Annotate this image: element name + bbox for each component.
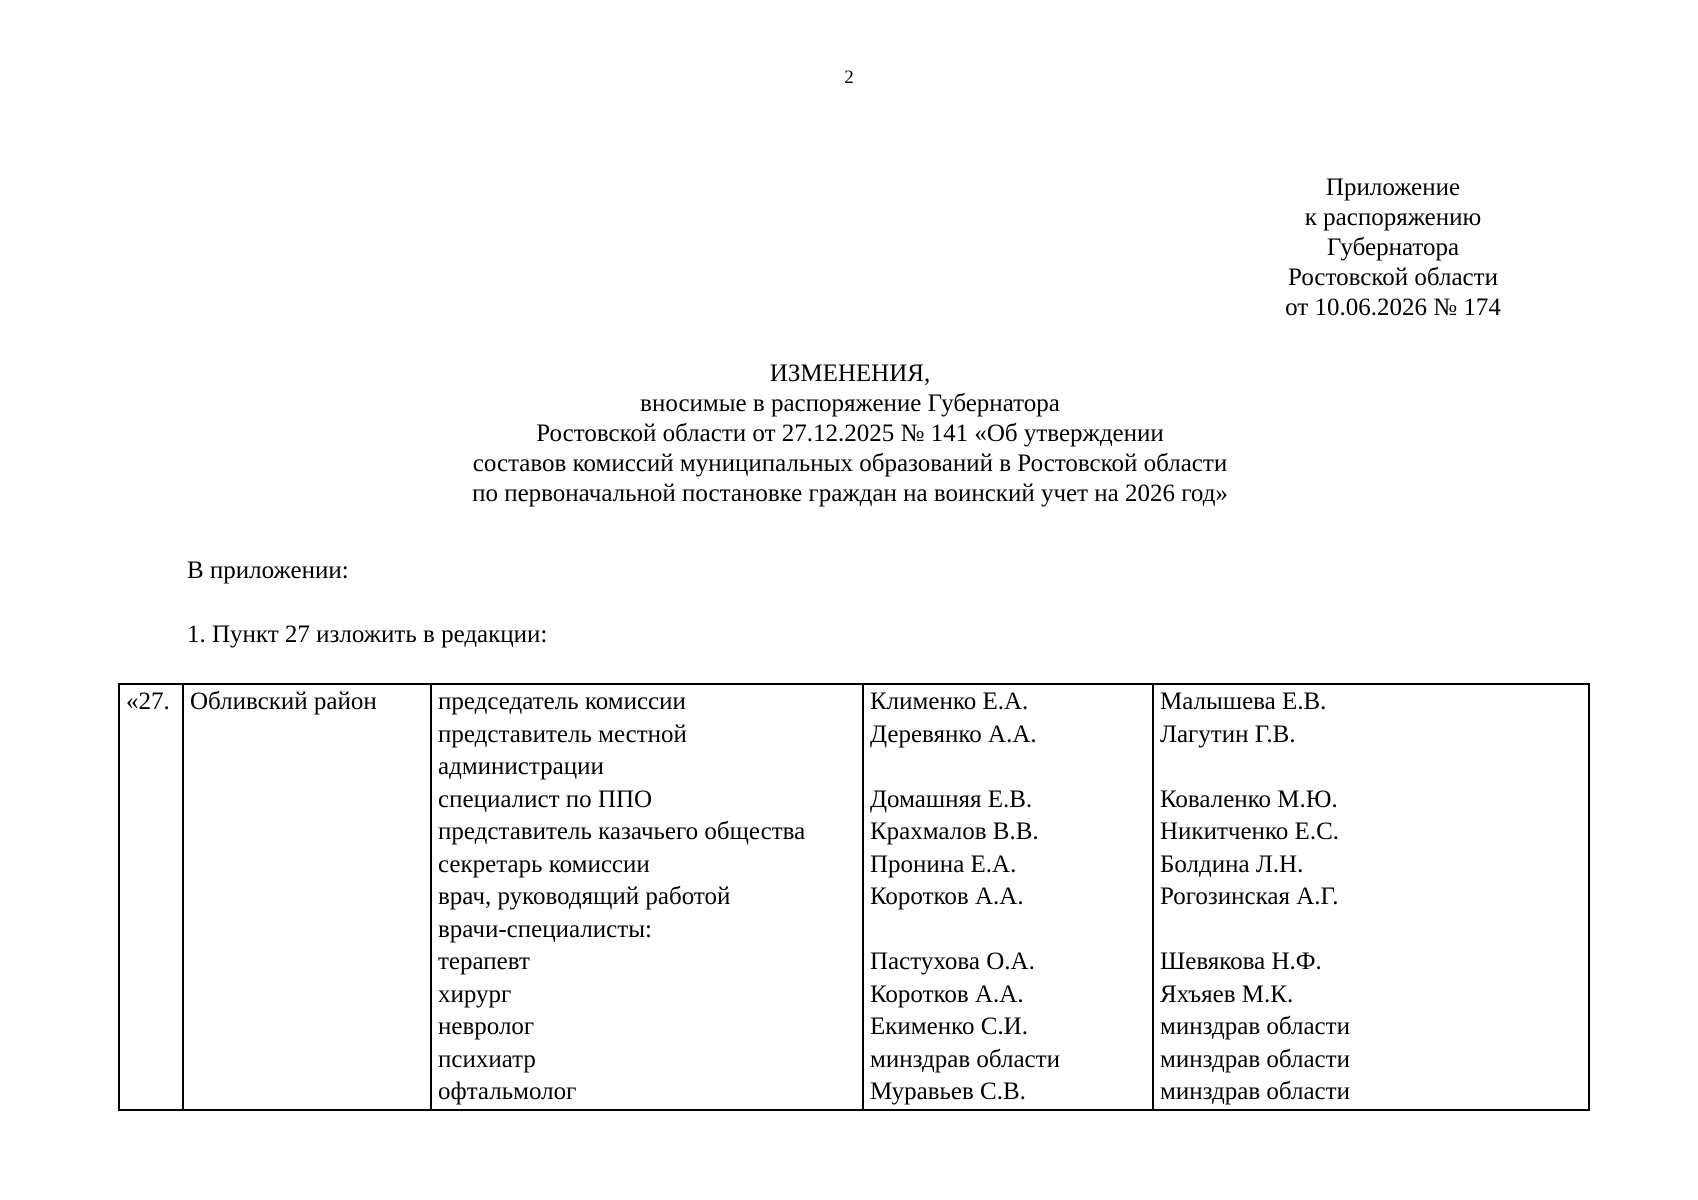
roles-cell — [431, 684, 863, 1110]
member-line: Домашняя Е.В. — [870, 785, 1033, 813]
district-name: Обливский район — [190, 688, 377, 715]
reserve-line: Яхъяев М.К. — [1160, 980, 1294, 1008]
reserve-line: Болдина Л.Н. — [1160, 850, 1304, 878]
reserve-line — [1160, 914, 1582, 947]
reserve-line: минздрав области — [1160, 1045, 1350, 1073]
appendix-line: Ростовской области — [1288, 264, 1498, 291]
document-title — [300, 359, 1400, 509]
title-line: Ростовской области от 27.12.2025 № 141 «Об утверждении — [536, 420, 1164, 447]
intro-paragraph: В приложении: — [187, 557, 349, 584]
member-line: Клименко Е.А. — [870, 688, 1029, 715]
item-number-cell — [119, 684, 183, 1110]
member-line: Пастухова О.А. — [870, 948, 1035, 975]
appendix-date-line: от 10.06.2026 № 174 — [1285, 294, 1501, 321]
member-line — [870, 751, 1146, 784]
role-line: хирург — [438, 980, 512, 1008]
reserve-line: Коваленко М.Ю. — [1160, 785, 1338, 813]
reserve-line: Никитченко Е.С. — [1160, 818, 1340, 845]
reserve-line: минздрав области — [1160, 1078, 1350, 1105]
reserve-line: Шевякова Н.Ф. — [1160, 948, 1322, 975]
role-line: терапевт — [438, 948, 530, 975]
members-cell — [863, 684, 1153, 1110]
title-line: по первоначальной постановке граждан на воинский учет на 2026 год» — [472, 480, 1228, 507]
role-line: врач, руководящий работой — [438, 883, 731, 910]
role-line: представитель местной — [438, 720, 687, 748]
page-number: 2 — [844, 67, 854, 88]
title-line: вносимые в распоряжение Губернатора — [640, 390, 1060, 417]
table-row — [119, 684, 1589, 1110]
member-line: минздрав области — [870, 1045, 1060, 1073]
member-line: Крахмалов В.В. — [870, 818, 1039, 845]
role-line: администрации — [438, 753, 604, 780]
title-heading: ИЗМЕНЕНИЯ, — [769, 360, 931, 387]
reserves-cell — [1153, 684, 1589, 1110]
member-line: Муравьев С.В. — [870, 1078, 1026, 1105]
member-line: Коротков А.А. — [870, 883, 1024, 910]
role-line: психиатр — [438, 1045, 536, 1073]
appendix-line: Губернатора — [1326, 234, 1460, 261]
reserve-line — [1160, 751, 1582, 784]
member-line: Коротков А.А. — [870, 980, 1024, 1008]
appendix-line: к распоряжению — [1304, 204, 1482, 231]
role-line: секретарь комиссии — [438, 850, 650, 878]
reserve-line: Лагутин Г.В. — [1160, 720, 1296, 748]
title-line: составов комиссий муниципальных образований в Ростовской области — [472, 450, 1228, 477]
appendix-line: Приложение — [1325, 174, 1461, 201]
item-number: «27. — [126, 688, 170, 715]
role-line: специалист по ППО — [438, 785, 653, 813]
role-line: офтальмолог — [438, 1078, 577, 1105]
reserve-line: Рогозинская А.Г. — [1160, 883, 1339, 910]
member-line: Деревянко А.А. — [870, 720, 1037, 748]
role-line: председатель комиссии — [438, 688, 686, 715]
role-line: представитель казачьего общества — [438, 818, 806, 845]
district-cell — [183, 684, 431, 1110]
reserve-line: Малышева Е.В. — [1160, 688, 1327, 715]
member-line — [870, 914, 1146, 947]
role-line: невролог — [438, 1013, 535, 1040]
member-line: Пронина Е.А. — [870, 850, 1017, 878]
role-line: врачи-специалисты: — [438, 915, 652, 943]
reserve-line: минздрав области — [1160, 1013, 1350, 1040]
appendix-block — [1240, 173, 1546, 323]
commission-table — [118, 683, 1590, 1111]
item-paragraph: 1. Пункт 27 изложить в редакции: — [187, 621, 548, 648]
member-line: Екименко С.И. — [870, 1013, 1028, 1040]
